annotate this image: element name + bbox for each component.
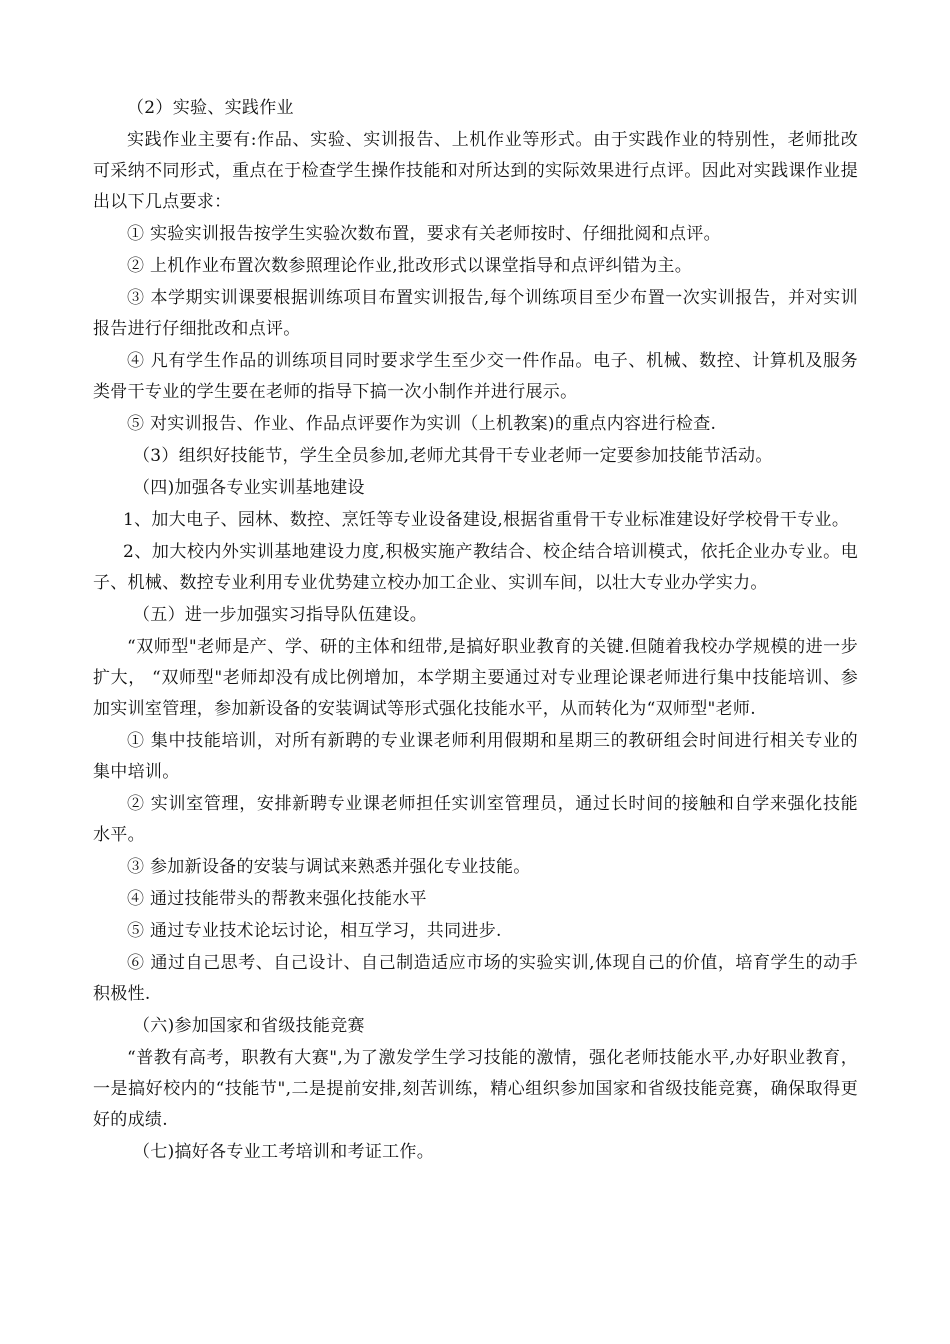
- list-item-4: ④ 凡有学生作品的训练项目同时要求学生至少交一件作品。电子、机械、数控、计算机及服务类骨干专业的学生要在老师的指导下搞一次小制作并进行展示。: [93, 351, 858, 402]
- list-item-1: ① 实验实训报告按学生实验次数布置，要求有关老师按时、仔细批阅和点评。: [127, 224, 721, 244]
- training-item-2: ② 实训室管理，安排新聘专业课老师担任实训室管理员，通过长时间的接触和自学来强化技能水平。: [93, 794, 858, 845]
- numbered-item-1: 1、加大电子、园林、数控、烹饪等专业设备建设,根据省重骨干专业标准建设好学校骨干专业。: [123, 510, 850, 530]
- subsection-heading-practice-homework: （2）实验、实践作业: [127, 98, 294, 118]
- section-heading-7: （七)搞好各专业工考培训和考证工作。: [133, 1142, 435, 1162]
- training-item-1: ① 集中技能培训，对所有新聘的专业课老师利用假期和星期三的教研组会时间进行相关专业的集中培训。: [93, 731, 858, 782]
- paragraph-dual-teacher: “双师型"老师是产、学、研的主体和纽带,是搞好职业教育的关键.但随着我校办学规模的进一步扩大， “双师型"老师却没有成比例增加，本学期主要通过对专业理论课老师进行集中技能培训、参加实训室管理，参加新设备的安装调试等形式强化技能水平，从而转化为“双师型"老师.: [93, 637, 858, 719]
- list-item-2: ② 上机作业布置次数参照理论作业,批改形式以课堂指导和点评纠错为主。: [127, 256, 693, 276]
- subsection-heading-skills-festival: （3）组织好技能节，学生全员参加,老师尤其骨干专业老师一定要参加技能节活动。: [133, 446, 773, 466]
- training-item-4: ④ 通过技能带头的帮教来强化技能水平: [127, 889, 427, 909]
- paragraph-competition: “普教有高考，职教有大赛",为了激发学生学习技能的激情，强化老师技能水平,办好职业教育，一是搞好校内的“技能节",二是提前安排,刻苦训练，精心组织参加国家和省级技能竞赛，确保取得更好的成绩.: [93, 1048, 858, 1130]
- section-heading-4: （四)加强各专业实训基地建设: [133, 478, 365, 498]
- section-heading-6: （六)参加国家和省级技能竞赛: [133, 1016, 365, 1036]
- training-item-6: ⑥ 通过自己思考、自己设计、自己制造适应市场的实验实训,体现自己的价值，培育学生的动手积极性.: [93, 953, 858, 1004]
- document-body: [93, 93, 858, 1169]
- list-item-5: ⑤ 对实训报告、作业、作品点评要作为实训（上机教案)的重点内容进行检查.: [127, 414, 717, 434]
- training-item-3: ③ 参加新设备的安装与调试来熟悉并强化专业技能。: [127, 857, 531, 877]
- paragraph-practice-intro: 实践作业主要有:作品、实验、实训报告、上机作业等形式。由于实践作业的特别性，老师批改可采纳不同形式，重点在于检查学生操作技能和对所达到的实际效果进行点评。因此对实践课作业提出以下几点要求：: [93, 130, 858, 212]
- numbered-item-2: 2、加大校内外实训基地建设力度,积极实施产教结合、校企结合培训模式，依托企业办专业。电子、机械、数控专业利用专业优势建立校办加工企业、实训车间，以壮大专业办学实力。: [93, 542, 858, 593]
- section-heading-5: （五）进一步加强实习指导队伍建设。: [133, 605, 428, 625]
- training-item-5: ⑤ 通过专业技术论坛讨论，相互学习，共同进步.: [127, 921, 502, 941]
- list-item-3: ③ 本学期实训课要根据训练项目布置实训报告,每个训练项目至少布置一次实训报告，并对实训报告进行仔细批改和点评。: [93, 288, 858, 339]
